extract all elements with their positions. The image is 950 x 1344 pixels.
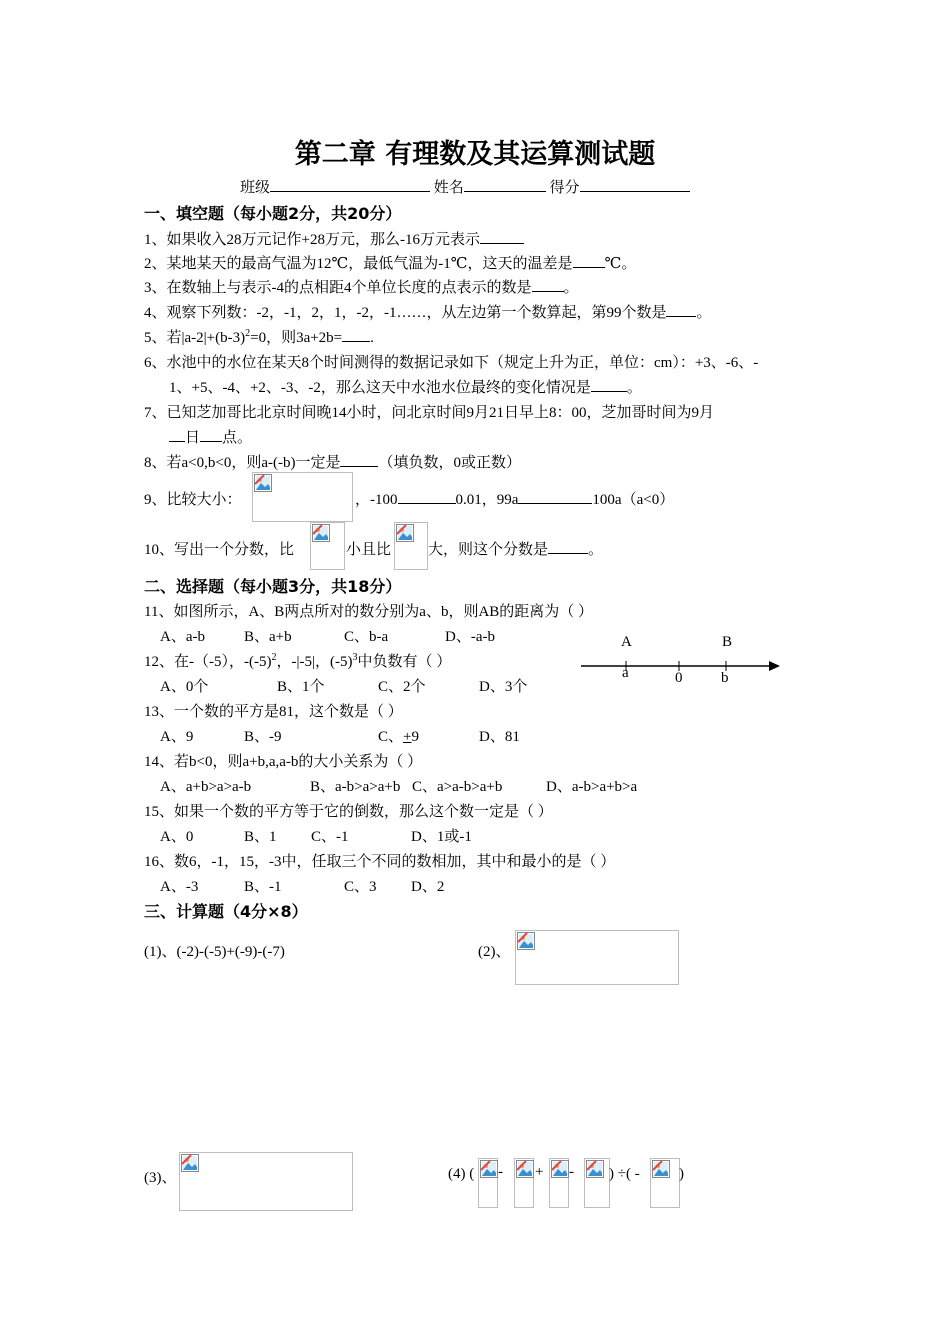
broken-image-icon	[586, 1160, 604, 1178]
q13-option-a[interactable]: A、9	[160, 729, 194, 745]
calc-problem-3-image	[179, 1152, 353, 1211]
q16-option-d[interactable]: D、2	[411, 879, 445, 895]
broken-image-icon	[551, 1160, 569, 1178]
broken-image-icon	[396, 524, 414, 542]
q9-blank-3[interactable]	[518, 490, 592, 504]
q13-plus-minus: +	[403, 729, 412, 745]
q5-text: 5、若|a-2|+(b-3)	[144, 330, 246, 346]
q15-option-b[interactable]: B、1	[244, 829, 277, 845]
q5-end: .	[370, 330, 374, 346]
q10-end: 。	[588, 542, 604, 558]
q7-hour: 点。	[222, 430, 253, 446]
broken-image-icon	[254, 474, 272, 492]
question-14: 14、若b<0，则a+b,a,a-b的大小关系为（ ）	[144, 754, 423, 770]
q3-blank[interactable]	[532, 278, 564, 292]
q4-blank[interactable]	[666, 303, 696, 317]
q7-day-blank[interactable]	[169, 428, 185, 442]
question-6-line1: 6、水池中的水位在某天8个时间测得的数据记录如下（规定上升为正，单位：cm）：+3、-6、-	[144, 355, 759, 371]
value-label-a: a	[622, 665, 629, 681]
q3-end: 。	[563, 280, 579, 296]
calc-4-plus: +	[535, 1164, 544, 1180]
point-label-A: A	[621, 634, 632, 650]
calc-4-divide: ) ÷( -	[609, 1166, 640, 1182]
q8-text: 8、若a<0,b<0，则a-(-b)一定是	[144, 455, 341, 471]
score-label: 得分	[549, 180, 580, 196]
q12-option-b[interactable]: B、1个	[277, 679, 325, 695]
q14-option-c[interactable]: C、a>a-b>a+b	[412, 779, 503, 795]
question-10-rest	[428, 538, 603, 559]
score-blank[interactable]	[580, 177, 690, 192]
q14-option-d[interactable]: D、a-b>a+b>a	[546, 779, 638, 795]
calc-4-fraction-1	[478, 1158, 498, 1208]
q13-option-b[interactable]: B、-9	[244, 729, 282, 745]
q10-fraction-image-1	[310, 522, 345, 570]
q12-text-b: ，-|-5|，(-5)	[276, 654, 353, 670]
q3-text: 3、在数轴上与表示-4的点相距4个单位长度的点表示的数是	[144, 280, 532, 296]
q13-option-c-value: 9	[411, 729, 419, 745]
calc-problem-3-label: (3)、	[144, 1170, 177, 1186]
q9-text-b: ，-100	[355, 492, 398, 508]
question-11: 11、如图所示，A、B两点所对的数分别为a、b，则AB的距离为（ ）	[144, 604, 594, 620]
q2-unit: ℃。	[604, 256, 637, 272]
calc-4-fraction-3	[549, 1158, 569, 1208]
number-line-arrow	[769, 661, 780, 671]
q9-text-d: 100a（a<0）	[592, 492, 675, 508]
page-title: 第二章 有理数及其运算测试题	[294, 139, 656, 170]
question-13: 13、一个数的平方是81，这个数是（ ）	[144, 704, 403, 720]
question-9-label: 9、比较大小：	[144, 492, 242, 508]
value-label-b: b	[721, 670, 729, 686]
broken-image-icon	[516, 1160, 534, 1178]
calc-4-fraction-4	[584, 1158, 610, 1208]
question-5	[144, 326, 374, 347]
q12-text-a: 12、在-（-5），-(-5)	[144, 654, 272, 670]
question-7-line2	[169, 426, 252, 447]
q15-option-d[interactable]: D、1或-1	[411, 829, 472, 845]
question-15: 15、如果一个数的平方等于它的倒数，那么这个数一定是（ ）	[144, 804, 553, 820]
student-info-line	[240, 176, 690, 197]
class-blank[interactable]	[270, 177, 430, 192]
calc-4-fraction-2	[514, 1158, 534, 1208]
calc-problem-4-label: (4) (	[448, 1166, 475, 1182]
question-6-line2	[169, 376, 642, 397]
q10-text-c: 大，则这个分数是	[428, 542, 549, 558]
q6-text: 1、+5、-4、+2、-3、-2，那么这天中水池水位最终的变化情况是	[169, 380, 591, 396]
q13-option-c[interactable]	[378, 725, 419, 746]
point-label-B: B	[722, 634, 733, 650]
q9-text-c: 0.01，99a	[455, 492, 519, 508]
question-9-rest	[355, 488, 674, 509]
q7-day: 日	[185, 430, 201, 446]
q12-option-a[interactable]: A、0个	[160, 679, 209, 695]
q5-text-b: =0，则3a+2b=	[250, 330, 343, 346]
q4-end: 。	[696, 305, 712, 321]
broken-image-icon	[652, 1160, 670, 1178]
q6-end: 。	[626, 380, 642, 396]
class-label: 班级	[240, 180, 271, 196]
q10-blank[interactable]	[548, 540, 588, 554]
q2-text: 2、某地某天的最高气温为12℃，最低气温为-1℃，这天的温差是	[144, 256, 573, 272]
q14-option-a[interactable]: A、a+b>a>a-b	[160, 779, 252, 795]
name-label: 姓名	[433, 180, 464, 196]
calc-problem-1: (1)、(-2)-(-5)+(-9)-(-7)	[144, 944, 285, 960]
q1-blank[interactable]	[480, 230, 524, 244]
section-fill-in: 一、填空题（每小题2分，共20分）	[144, 204, 402, 223]
q11-option-b[interactable]: B、a+b	[244, 629, 292, 645]
q15-option-c[interactable]: C、-1	[311, 829, 349, 845]
question-12	[144, 650, 451, 671]
calc-problem-2-image	[515, 930, 679, 985]
q12-text-c: 中负数有（ ）	[357, 654, 452, 670]
q7-hour-blank[interactable]	[200, 428, 222, 442]
q6-blank[interactable]	[591, 378, 627, 392]
question-7-line1: 7、已知芝加哥比北京时间晚14小时，问北京时间9月21日早上8：00，芝加哥时间为9月	[144, 405, 715, 421]
q12-option-c[interactable]: C、2个	[378, 679, 426, 695]
question-2	[144, 252, 636, 273]
question-1	[144, 228, 524, 249]
q12-option-d[interactable]: D、3个	[479, 679, 528, 695]
question-3	[144, 276, 579, 297]
q10-fraction-image-2	[394, 522, 428, 570]
q2-blank[interactable]	[573, 254, 605, 268]
number-line-figure	[575, 630, 785, 690]
q9-formula-image	[252, 472, 353, 522]
q13-option-c-label: C、	[378, 729, 404, 745]
q11-option-a[interactable]: A、a-b	[160, 629, 205, 645]
q16-option-b[interactable]: B、-1	[244, 879, 282, 895]
calc-4-minus-2: -	[569, 1164, 574, 1180]
question-4	[144, 301, 712, 322]
question-16: 16、数6，-1，15，-3中，任取三个不同的数相加，其中和最小的是（ ）	[144, 854, 616, 870]
calc-4-close-paren: )	[679, 1166, 684, 1182]
calc-4-minus-1: -	[498, 1164, 503, 1180]
q16-option-c[interactable]: C、3	[344, 879, 377, 895]
broken-image-icon	[312, 524, 330, 542]
broken-image-icon	[181, 1154, 199, 1172]
q11-option-d[interactable]: D、-a-b	[445, 629, 495, 645]
q15-option-a[interactable]: A、0	[160, 829, 194, 845]
q1-text: 1、如果收入28万元记作+28万元，那么-16万元表示	[144, 232, 480, 248]
calc-4-fraction-5	[650, 1158, 680, 1208]
value-label-0: 0	[675, 670, 683, 686]
q12-exp-1: 2	[271, 652, 277, 663]
q4-text: 4、观察下列数：-2，-1，2，1，-2，-1……，从左边第一个数算起，第99个数是	[144, 305, 667, 321]
q12-exp-2: 3	[352, 652, 358, 663]
name-blank[interactable]	[464, 177, 546, 192]
q14-option-b[interactable]: B、a-b>a>a+b	[310, 779, 401, 795]
question-10-label: 10、写出一个分数，比	[144, 542, 295, 558]
calc-problem-2-label: (2)、	[478, 944, 511, 960]
q5-exponent: 2	[245, 328, 251, 339]
q5-blank[interactable]	[342, 328, 370, 342]
question-8	[144, 451, 521, 472]
q9-blank-2[interactable]	[398, 490, 456, 504]
q8-blank[interactable]	[340, 453, 378, 467]
q13-option-d[interactable]: D、81	[479, 729, 520, 745]
section-calculation: 三、计算题（4分×8）	[144, 902, 308, 921]
q8-hint: （填负数，0或正数）	[378, 455, 521, 471]
q11-option-c[interactable]: C、b-a	[344, 629, 389, 645]
question-10-mid: 小且比	[346, 542, 392, 558]
broken-image-icon	[517, 932, 535, 950]
q16-option-a[interactable]: A、-3	[160, 879, 199, 895]
broken-image-icon	[480, 1160, 498, 1178]
section-multiple-choice: 二、选择题（每小题3分，共18分）	[144, 577, 402, 596]
